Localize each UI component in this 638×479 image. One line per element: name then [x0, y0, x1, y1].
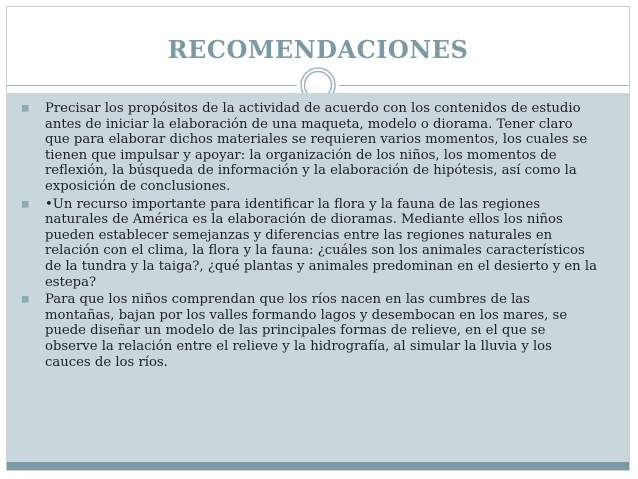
list-item: [21, 101, 601, 195]
list-item: [21, 196, 601, 291]
bullet-list: [7, 93, 629, 370]
content-area: [7, 93, 629, 470]
bullet-text: Precisar los propósitos de la actividad de acuerdo con los contenidos de estudio antes de iniciar la elaboración de una maqueta, modelo o diorama. Tener claro que para elaborar dichos materiales se requieren varios momentos, los cuales se tienen que impulsar y apoyar: la organización de los niños, los momentos de reflexión, la búsqueda de información y la elaboración de hipótesis, así como la exposición de conclusiones.: [45, 101, 588, 194]
divider-line-left: [7, 85, 297, 86]
bullet-text: •Un recurso importante para identificar la flora y la fauna de las regiones naturales de América es la elaboración de dioramas. Mediante ellos los niños pueden establecer semejanzas y diferencias entre las regiones naturales en relación con el clima, la flora y la fauna: ¿cuáles son los animales característicos de la tundra y la taiga?, ¿qué plantas y animales predominan en el desierto y en la estepa?: [45, 196, 597, 290]
divider-line-right: [339, 85, 629, 86]
slide-title: RECOMENDACIONES: [167, 35, 469, 64]
bottom-accent-band: [7, 462, 629, 470]
square-bullet-icon: ◼: [21, 198, 30, 210]
square-bullet-icon: ◼: [21, 294, 30, 306]
list-item: [21, 292, 601, 370]
bullet-text: Para que los niños comprendan que los ríos nacen en las cumbres de las montañas, bajan por los valles formando lagos y desembocan en los mares, se puede diseñar un modelo de las principales formas de relieve, en el que se observe la relación entre el relieve y la hidrografía, al simular la lluvia y los cauces de los ríos.: [45, 292, 568, 370]
square-bullet-icon: ◼: [21, 103, 30, 114]
